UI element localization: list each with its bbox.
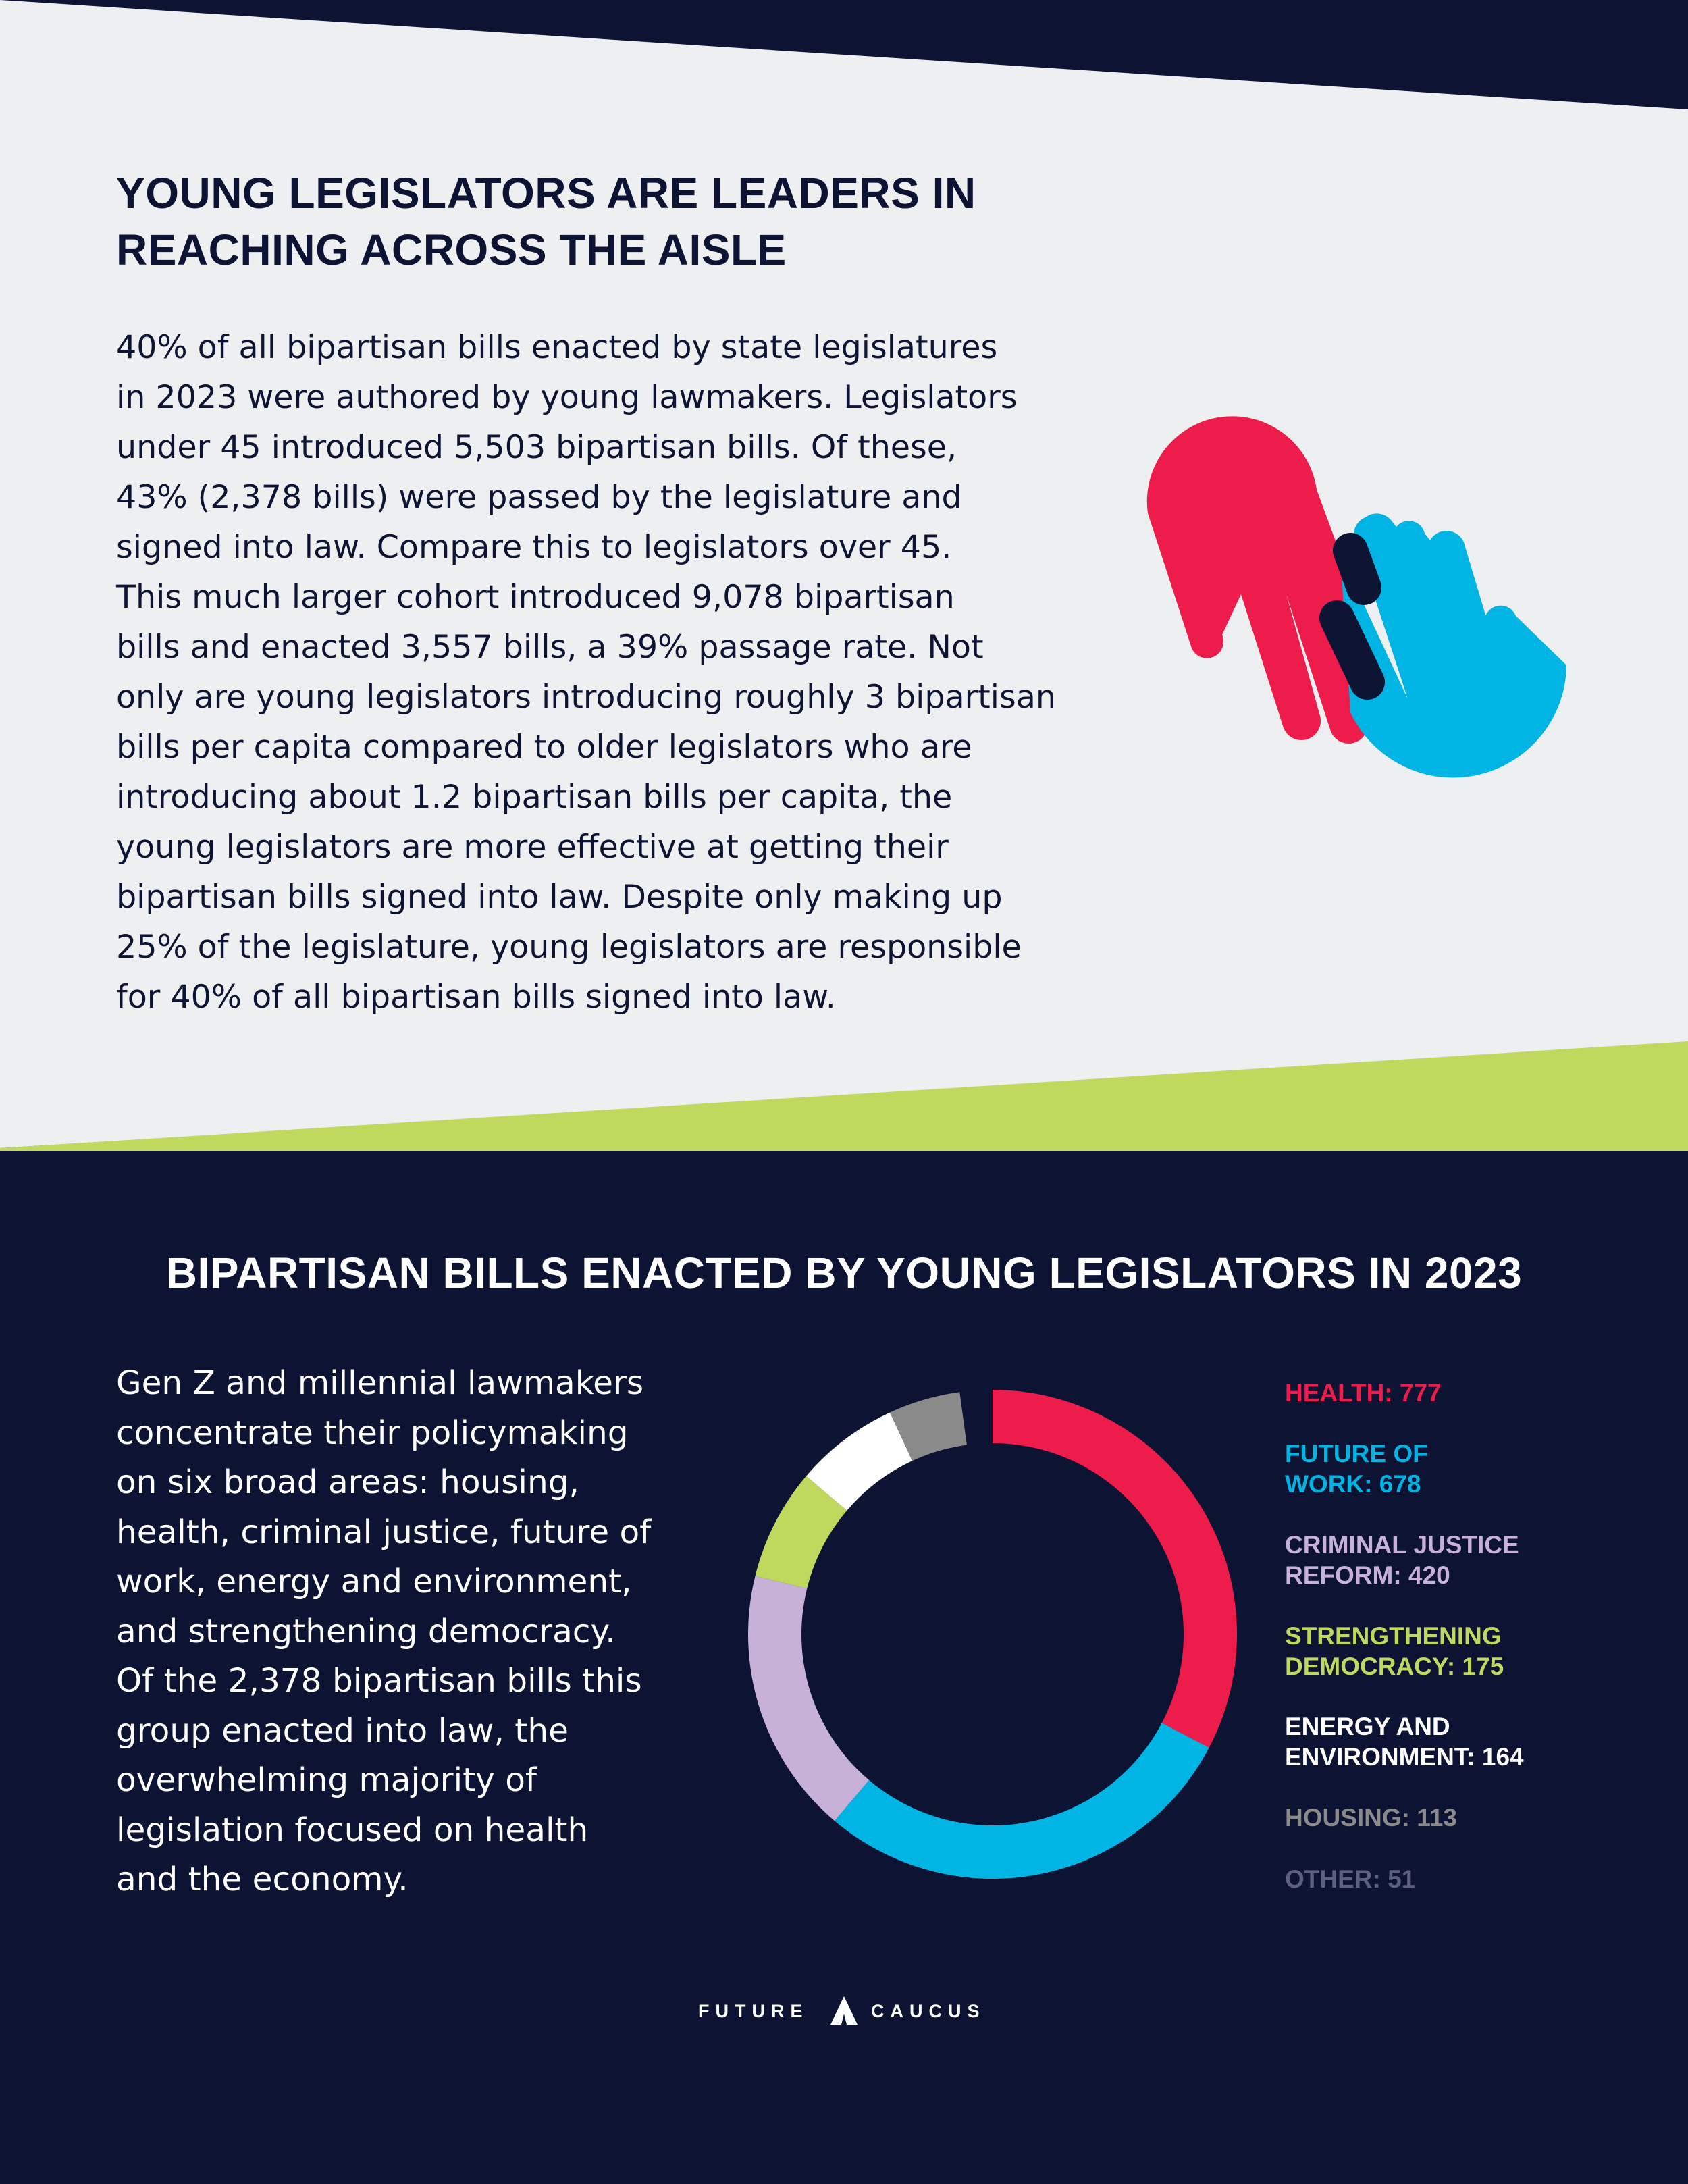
body-line: health, criminal justice, future of	[116, 1513, 652, 1551]
section2-body	[116, 1359, 724, 1905]
body-line: under 45 introduced 5,503 bipartisan bills. Of these,	[116, 429, 957, 466]
legend-item-health	[1285, 1378, 1663, 1408]
body-line: overwhelming majority of	[116, 1761, 537, 1799]
legend-label: ENERGY AND	[1285, 1713, 1450, 1740]
section1-title-line2: REACHING ACROSS THE AISLE	[116, 226, 787, 274]
legend-label: FUTURE OF	[1285, 1440, 1428, 1467]
section1-title-line1: YOUNG LEGISLATORS ARE LEADERS IN	[116, 169, 976, 217]
chart-title: BIPARTISAN BILLS ENACTED BY YOUNG LEGISLATORS IN 2023	[165, 1249, 1523, 1297]
body-line: only are young legislators introducing roughly 3 bipartisan	[116, 679, 1056, 716]
brand-left: FUTURE	[698, 2001, 809, 2021]
body-line: group enacted into law, the	[116, 1711, 569, 1750]
body-line: 40% of all bipartisan bills enacted by state legislatures	[116, 329, 998, 366]
body-line: Of the 2,378 bipartisan bills this	[116, 1662, 642, 1700]
body-line: and strengthening democracy.	[116, 1612, 616, 1650]
blue-hand-icon	[1340, 513, 1566, 777]
legend-label: CRIMINAL JUSTICE	[1285, 1531, 1519, 1559]
body-line: bills per capita compared to older legislators who are	[116, 729, 972, 766]
body-line: and the economy.	[116, 1861, 408, 1898]
body-line: on six broad areas: housing,	[116, 1463, 579, 1501]
body-line: for 40% of all bipartisan bills signed into law.	[116, 979, 836, 1016]
legend-label: WORK: 678	[1285, 1470, 1421, 1498]
donut-slice-future-of-work	[835, 1723, 1209, 1879]
body-line: This much larger cohort introduced 9,078 bipartisan	[116, 579, 955, 616]
donut-slice-health	[993, 1390, 1237, 1748]
body-line: introducing about 1.2 bipartisan bills per capita, the	[116, 779, 953, 816]
legend-label: HOUSING: 113	[1285, 1804, 1457, 1831]
section1-title	[116, 165, 1129, 278]
brand-right: CAUCUS	[871, 2001, 986, 2021]
body-line: 25% of the legislature, young legislators are responsible	[116, 929, 1022, 966]
body-line: bills and enacted 3,557 bills, a 39% passage rate. Not	[116, 629, 984, 666]
legend-label: HEALTH: 777	[1285, 1379, 1442, 1407]
legend-item-energy-and-environment	[1285, 1711, 1663, 1772]
body-line: bipartisan bills signed into law. Despite only making up	[116, 879, 1003, 916]
legend-label: DEMOCRACY: 175	[1285, 1653, 1504, 1680]
red-hand-icon	[1147, 416, 1368, 744]
legend-item-future-of-work	[1285, 1438, 1663, 1499]
mountain-logo-icon	[830, 1996, 858, 2025]
body-line: legislation focused on health	[116, 1811, 589, 1849]
body-line: signed into law. Compare this to legislators over 45.	[116, 529, 952, 566]
legend-item-strengthening-democracy	[1285, 1621, 1663, 1682]
legend-item-housing	[1285, 1802, 1663, 1833]
legend-label: OTHER: 51	[1285, 1865, 1416, 1893]
body-line: in 2023 were authored by young lawmakers. Legislators	[116, 379, 1018, 416]
legend-item-other	[1285, 1864, 1663, 1894]
legend-item-criminal-justice-reform	[1285, 1530, 1663, 1590]
body-line: 43% (2,378 bills) were passed by the legislature and	[116, 479, 962, 516]
body-line: Gen Z and millennial lawmakers	[116, 1364, 644, 1402]
legend-label: ENVIRONMENT: 164	[1285, 1743, 1524, 1771]
legend-label: REFORM: 420	[1285, 1561, 1450, 1589]
body-line: concentrate their policymaking	[116, 1413, 629, 1452]
body-line: young legislators are more effective at getting their	[116, 829, 949, 866]
donut-slice-criminal-justice-reform	[748, 1576, 869, 1821]
body-line: work, energy and environment,	[116, 1563, 632, 1601]
section1-body	[116, 323, 1169, 1022]
footer-brand	[0, 1998, 1688, 2025]
legend-label: STRENGTHENING	[1285, 1622, 1502, 1650]
donut-chart	[736, 1378, 1249, 1891]
hands-reaching-icon	[1141, 398, 1580, 858]
